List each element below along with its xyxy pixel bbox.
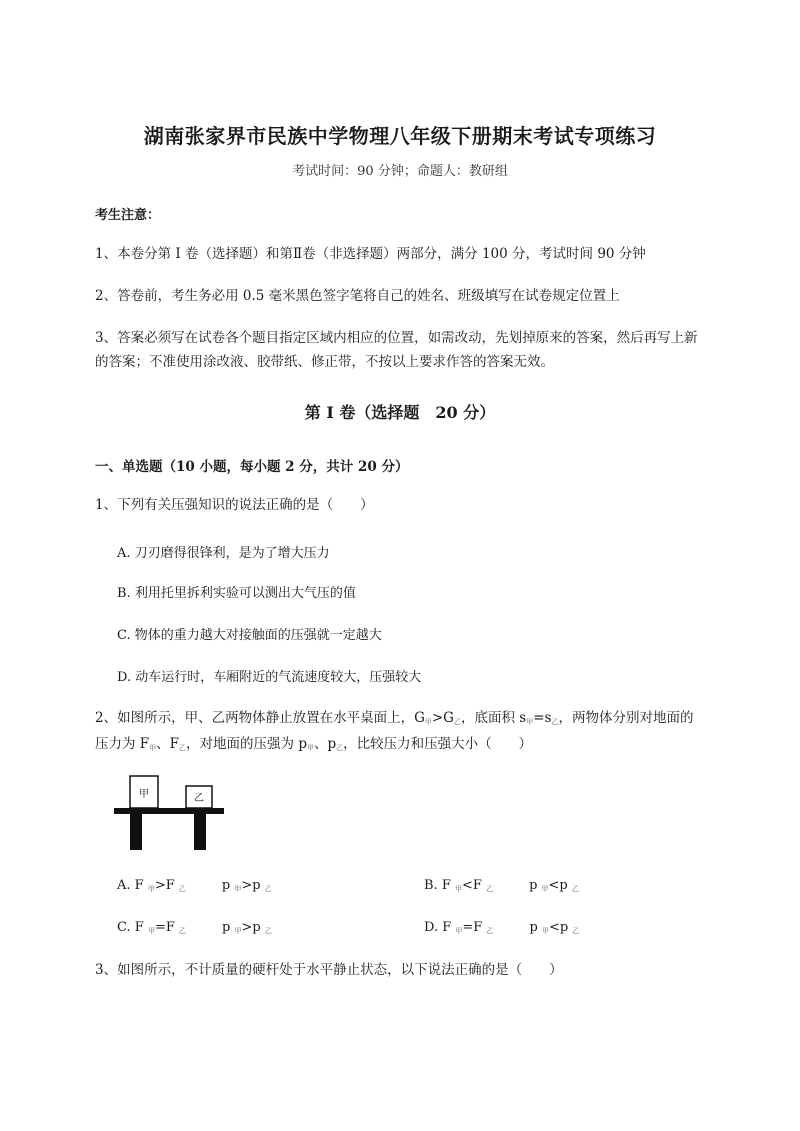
question-2-option-d: D. F $_甲$=F $_乙$ p $_甲$<p $_乙$: [424, 920, 580, 935]
question-1-option-d: D. 动车运行时，车厢附近的气流速度较大，压强较大: [117, 670, 422, 685]
question-2-option-b: B. F $_甲$<F $_乙$ p $_甲$<p $_乙$: [424, 878, 579, 893]
part-heading: 一、单选题（10 小题，每小题 2 分，共计 20 分）: [95, 459, 409, 475]
note-item-3-continued: 的答案；不准使用涂改液、胶带纸、修正带，不按以上要求作答的答案无效。: [95, 354, 554, 370]
note-item-2: 2、答卷前，考生务必用 0.5 毫米黑色签字笔将自己的姓名、班级填写在试卷规定位置上: [95, 288, 620, 304]
notes-heading: 考生注意：: [95, 208, 161, 223]
question-2-option-a: A. F $_甲$>F $_乙$ p $_甲$>p $_乙$: [117, 878, 272, 893]
question-3-stem: 3、如图所示，不计质量的硬杆处于水平静止状态，以下说法正确的是（ ）: [95, 962, 563, 978]
question-1-option-b: B. 利用托里拆利实验可以测出大气压的值: [117, 586, 356, 601]
note-item-3: 3、答案必须写在试卷各个题目指定区域内相应的位置，如需改动，先划掉原来的答案，然后再写上新: [95, 330, 698, 346]
question-2-option-c: C. F $_甲$=F $_乙$ p $_甲$>p $_乙$: [117, 920, 272, 935]
block-jia-label: 甲: [139, 789, 149, 800]
question-1-stem: 1、下列有关压强知识的说法正确的是（ ）: [95, 497, 374, 513]
exam-subtitle: 考试时间：90 分钟；命题人：教研组: [292, 164, 508, 179]
table-leg-right: [194, 814, 206, 850]
note-item-1: 1、本卷分第 I 卷（选择题）和第Ⅱ卷（非选择题）两部分，满分 100 分，考试时间 90 分钟: [95, 246, 646, 262]
section-title: 第 I 卷（选择题 20 分）: [304, 403, 496, 422]
question-1-option-a: A. 刀刃磨得很锋利，是为了增大压力: [117, 546, 330, 561]
question-2-stem-line-1: 2、如图所示，甲、乙两物体静止放置在水平桌面上，$G_甲>G_乙$，底面积 $s_甲=s_乙$，两物体分别对地面的: [95, 710, 694, 726]
page-title: 湖南张家界市民族中学物理八年级下册期末考试专项练习: [143, 124, 657, 148]
block-yi-label: 乙: [194, 793, 204, 804]
table-leg-left: [130, 814, 142, 850]
question-2-stem-line-2: 压力为 $F_甲$、$F_乙$，对地面的压强为 $p_甲$、$p_乙$，比较压力和压强大小（ ）: [95, 736, 533, 752]
table-blocks-figure: [112, 772, 232, 852]
table-top: [114, 808, 224, 814]
question-1-option-c: C. 物体的重力越大对接触面的压强就一定越大: [117, 628, 382, 643]
